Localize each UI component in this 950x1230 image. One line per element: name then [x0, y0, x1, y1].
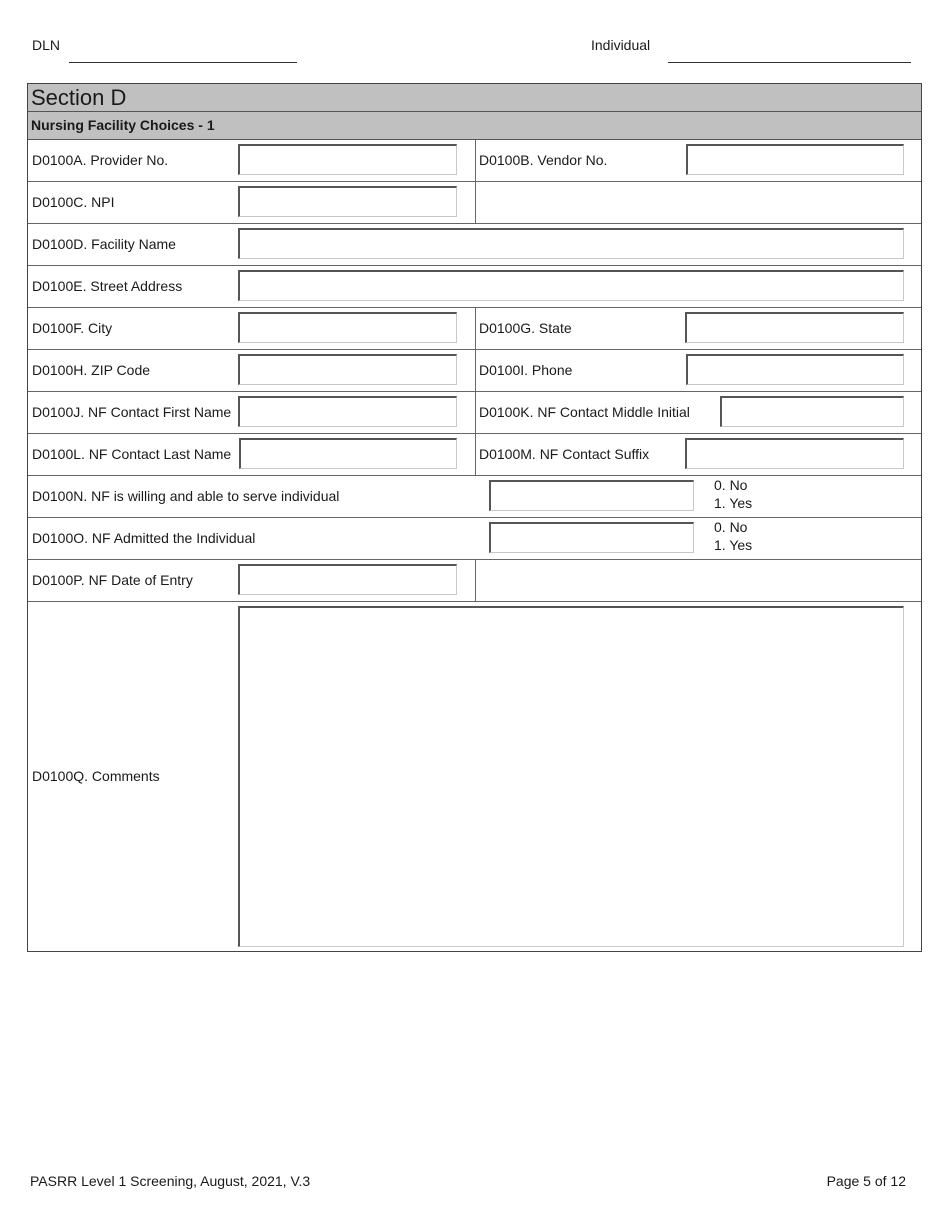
row-date-entry	[28, 560, 921, 602]
dln-line[interactable]	[69, 62, 297, 63]
street-address-input[interactable]	[238, 270, 904, 301]
facility-name-label: D0100D. Facility Name	[32, 236, 176, 252]
row-npi	[28, 182, 921, 224]
contact-last-name-label: D0100L. NF Contact Last Name	[32, 446, 232, 462]
vendor-no-input[interactable]	[686, 144, 904, 175]
facility-name-input[interactable]	[238, 228, 904, 259]
city-input[interactable]	[238, 312, 457, 343]
row-facility-name	[28, 224, 921, 266]
contact-last-name-input[interactable]	[239, 438, 457, 469]
contact-middle-initial-input[interactable]	[720, 396, 904, 427]
street-address-label: D0100E. Street Address	[32, 278, 183, 294]
individual-label: Individual	[591, 37, 651, 53]
contact-suffix-label: D0100M. NF Contact Suffix	[479, 446, 650, 462]
dln-label: DLN	[32, 37, 61, 53]
footer-form-name: PASRR Level 1 Screening, August, 2021, V.3	[30, 1173, 311, 1189]
nf-admitted-options	[714, 518, 752, 554]
row-city-state	[28, 308, 921, 350]
option-yes: 1. Yes	[714, 495, 753, 511]
comments-label: D0100Q. Comments	[32, 768, 160, 784]
npi-label: D0100C. NPI	[32, 194, 115, 210]
contact-suffix-input[interactable]	[685, 438, 904, 469]
phone-label: D0100I. Phone	[479, 362, 573, 378]
nf-admitted-input[interactable]	[489, 522, 694, 553]
option-yes: 1. Yes	[714, 537, 753, 553]
npi-input[interactable]	[238, 186, 457, 217]
section-d-form	[27, 83, 922, 952]
section-title: Section D	[28, 84, 921, 112]
provider-no-input[interactable]	[238, 144, 457, 175]
subsection-title: Nursing Facility Choices - 1	[28, 112, 921, 140]
column-divider	[475, 434, 476, 475]
nf-willing-options	[714, 476, 752, 512]
individual-line[interactable]	[668, 62, 911, 63]
row-zip-phone	[28, 350, 921, 392]
zip-code-input[interactable]	[238, 354, 457, 385]
footer-page-number: Page 5 of 12	[826, 1173, 906, 1189]
column-divider	[475, 560, 476, 601]
date-of-entry-label: D0100P. NF Date of Entry	[32, 572, 193, 588]
column-divider	[475, 392, 476, 433]
nf-willing-label: D0100N. NF is willing and able to serve individual	[32, 488, 340, 504]
comments-textarea[interactable]	[238, 606, 904, 947]
nf-admitted-label: D0100O. NF Admitted the Individual	[32, 530, 256, 546]
row-nf-willing	[28, 476, 921, 518]
row-contact-first-middle	[28, 392, 921, 434]
column-divider	[475, 350, 476, 391]
row-contact-last-suffix	[28, 434, 921, 476]
row-street-address	[28, 266, 921, 308]
option-no: 0. No	[714, 477, 748, 493]
row-provider-vendor	[28, 140, 921, 182]
state-input[interactable]	[685, 312, 904, 343]
column-divider	[475, 308, 476, 349]
contact-first-name-input[interactable]	[238, 396, 457, 427]
contact-first-name-label: D0100J. NF Contact First Name	[32, 404, 232, 420]
phone-input[interactable]	[686, 354, 904, 385]
column-divider	[475, 140, 476, 181]
city-label: D0100F. City	[32, 320, 113, 336]
contact-middle-initial-label: D0100K. NF Contact Middle Initial	[479, 404, 690, 420]
row-comments	[28, 602, 921, 951]
row-nf-admitted	[28, 518, 921, 560]
column-divider	[475, 182, 476, 223]
date-of-entry-input[interactable]	[238, 564, 457, 595]
option-no: 0. No	[714, 519, 748, 535]
nf-willing-input[interactable]	[489, 480, 694, 511]
zip-code-label: D0100H. ZIP Code	[32, 362, 151, 378]
provider-no-label: D0100A. Provider No.	[32, 152, 169, 168]
vendor-no-label: D0100B. Vendor No.	[479, 152, 608, 168]
state-label: D0100G. State	[479, 320, 572, 336]
